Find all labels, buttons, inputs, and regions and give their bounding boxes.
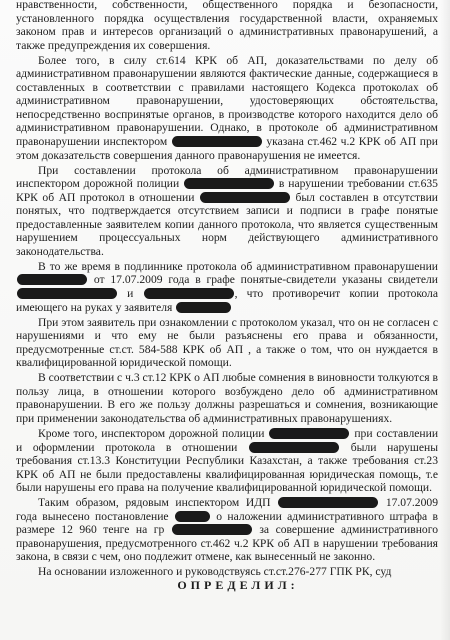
paragraph-original-text-a: В то же время в подлиннике протокола об административном правонарушении <box>38 259 438 273</box>
paragraph-evidence-text-end: указана ст.462 ч.2 КРК об АП при этом доказательств совершения данного правонарушения не имеется. <box>16 134 438 162</box>
paragraph-doubts-text: В соответствии с ч.3 ст.12 КРК о АП любые сомнения в виновности толкуются в пользу лица, в отношении которого возбуждено дело об административном правонарушении. В его же пользу должны разрешаться и сомнения, возникающие при применении законодательства об административных правонарушениях. <box>16 371 438 425</box>
paragraph-protocol <box>16 164 438 259</box>
paragraph-original-text-c: и <box>127 286 134 300</box>
paragraph-original-text-d: , что противоречит копии протокола имеющего на руках у заявителя <box>16 286 438 314</box>
redaction-resolution-number <box>175 511 210 522</box>
paragraph-intro-text: нравственности, собственности, общественного порядка и безопасности, установленного порядка осуществления государственной власти, охраняемых законом прав и интересов организаций о административных правонарушений, а также предупреждения их совершения. <box>16 0 438 52</box>
paragraph-conclusion-text-d: за совершение административного правонарушения, предусмотренного ст.462 ч.2 КРК об АП в нарушении требования закона, в связи с чем, оно подлежит отмене, как вынесенный не законно. <box>16 523 438 564</box>
paragraph-rights-text: При этом заявитель при ознакомлении с протоколом указал, что он не согласен с нарушениями и что ему не были разъяснены его права и обязанности, предусмотренные ст.ст. 584-588 КРК об АП , а также о том, что он нуждается в квалифицированной юридической помощи. <box>16 315 438 370</box>
paragraph-rights <box>16 316 438 370</box>
paragraph-constitution-text-c: были нарушены требования ст.13.3 Конституции Республики Казахстан, а также требования ст.23 КРК об АП не были предоставлены квалифицированная юридическая помощь, т.е были нарушены его права на получение квалифицированной юридической помощи. <box>16 440 438 495</box>
document-body <box>16 0 438 593</box>
paragraph-basis <box>16 565 438 579</box>
redaction-witness-one <box>17 288 117 299</box>
redaction-police-name-2 <box>269 428 349 439</box>
redaction-inspector-name-2 <box>278 497 378 508</box>
redaction-applicant-name-3 <box>249 442 339 453</box>
paragraph-protocol-text-a: При составлении протокола об административном правонарушении инспектором дорожной полиции <box>16 163 438 191</box>
redaction-applicant-name-2 <box>176 302 231 313</box>
page-edge-shadow <box>440 0 450 640</box>
paragraph-evidence-text: Более того, в силу ст.614 КРК об АП, доказательствами по делу об административном правонарушении являются фактические данные, содержащиеся в составленных в соответствии с правилами настоящего Кодекса протоколах об административном правонарушении, удостоверяющих обстоятельства, непосредственно воспринятые органов, в производстве которого находится дело об административном правонарушении. Однако, в протоколе об административном правонарушении инспектором <box>16 53 438 148</box>
redaction-inspector-name <box>172 136 262 147</box>
paragraph-constitution-text-b: при составлении и оформлении протокола в отношении <box>16 426 439 454</box>
redaction-applicant-name-4 <box>172 524 252 535</box>
ruling-heading: ОПРЕДЕЛИЛ: <box>177 577 299 592</box>
paragraph-original-protocol <box>16 260 438 314</box>
paragraph-conclusion-text-b: 17.07.2009 года вынесено постановление <box>16 496 438 523</box>
redaction-police-name <box>184 178 274 189</box>
paragraph-conclusion <box>16 496 438 564</box>
paragraph-constitution <box>16 427 438 495</box>
paragraph-conclusion-text-a: Таким образом, рядовым инспектором ИДП <box>38 496 271 510</box>
paragraph-protocol-text-c: был составлен в отсутствии понятых, что подтверждается отсутствием записи и подписи в графе понятые предоставленные заявителем копии данного протокола, что является существенным нарушением процессуальных норм действующего административного законодательства. <box>16 190 438 258</box>
redaction-protocol-number <box>17 274 87 285</box>
paragraph-conclusion-text-c: о наложении административного штрафа в размере 12 960 тенге на гр <box>16 509 438 537</box>
paragraph-constitution-text-a: Кроме того, инспектором дорожной полиции <box>38 426 265 440</box>
paragraph-intro <box>16 0 438 52</box>
paragraph-basis-text: На основании изложенного и руководствуясь ст.ст.276-277 ГПК РК, суд <box>38 565 392 579</box>
paragraph-evidence <box>16 54 438 162</box>
redaction-applicant-name <box>200 192 290 203</box>
paragraph-doubts <box>16 371 438 425</box>
paragraph-original-text-b: от 17.07.2009 года в графе понятые-свидетели указаны свидетели <box>93 273 439 287</box>
paragraph-protocol-text-b: в нарушении требовании ст.635 КРК об АП протокол в отношении <box>16 177 438 204</box>
redaction-witness-two <box>144 288 234 299</box>
